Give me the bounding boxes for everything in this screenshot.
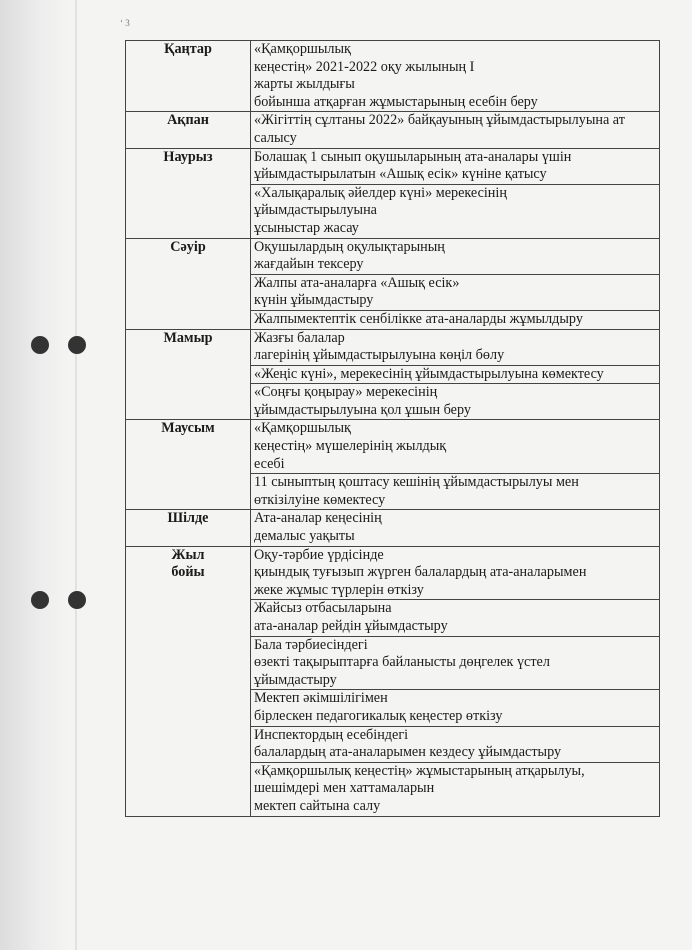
- month-cell: Шілде: [126, 510, 251, 546]
- month-cell: Сәуір: [126, 238, 251, 329]
- activity-cell: «Жігіттің сұлтаны 2022» байқауының ұйымдастырылуына ат салысу: [251, 112, 660, 148]
- month-cell: Қаңтар: [126, 41, 251, 112]
- activity-cell: «Қамқоршылық кеңестің» мүшелерінің жылдық есебі: [251, 420, 660, 474]
- activity-cell: «Қамқоршылық кеңестің» жұмыстарының атқарылуы, шешімдері мен хаттамаларын мектеп сайтына салу: [251, 762, 660, 816]
- activity-cell: Жайсыз отбасыларына ата-аналар рейдін ұйымдастыру: [251, 600, 660, 636]
- activity-cell: Оқу-тәрбие үрдісінде қиындық туғызып жүрген балалардың ата-аналарымен жеке жұмыс түрлерін өткізу: [251, 546, 660, 600]
- punch-hole-icon: [68, 591, 86, 609]
- punch-hole-icon: [68, 336, 86, 354]
- table-row: [126, 546, 660, 600]
- activity-cell: 11 сыныптың қоштасу кешінің ұйымдастырылуы мен өткізілуіне көмектесу: [251, 474, 660, 510]
- activity-cell: «Халықаралық әйелдер күні» мерекесінің ұйымдастырылуына ұсыныстар жасау: [251, 184, 660, 238]
- activity-cell: «Жеңіс күні», мерекесінің ұйымдастырылуына көмектесу: [251, 365, 660, 384]
- activity-cell: Жалпы ата-аналарға «Ашық есік» күнін ұйымдастыру: [251, 274, 660, 310]
- corner-mark: ʻ 3: [120, 18, 130, 28]
- activity-cell: «Соңғы қоңырау» мерекесінің ұйымдастырылуына қол ұшын беру: [251, 384, 660, 420]
- activity-cell: «Қамқоршылық кеңестің» 2021-2022 оқу жылының I жарты жылдығы бойынша атқарған жұмыстарының есебін беру: [251, 41, 660, 112]
- activity-cell: Ата-аналар кеңесінің демалыс уақыты: [251, 510, 660, 546]
- page-edge-shadow: [0, 0, 70, 950]
- punch-hole-icon: [31, 336, 49, 354]
- table-row: [126, 420, 660, 474]
- plan-table: [125, 40, 660, 817]
- page-fold-line: [75, 0, 77, 950]
- table-row: [126, 148, 660, 184]
- activity-cell: Жалпымектептік сенбілікке ата-аналарды жұмылдыру: [251, 310, 660, 329]
- activity-cell: Жазғы балалар лагерінің ұйымдастырылуына көңіл бөлу: [251, 329, 660, 365]
- table-row: [126, 238, 660, 274]
- activity-cell: Оқушылардың оқулықтарының жағдайын тексеру: [251, 238, 660, 274]
- activity-cell: Мектеп әкімшілігімен бірлескен педагогикалық кеңестер өткізу: [251, 690, 660, 726]
- activity-cell: Инспектордың есебіндегі балалардың ата-аналарымен кездесу ұйымдастыру: [251, 726, 660, 762]
- table-row: [126, 112, 660, 148]
- table-row: [126, 41, 660, 112]
- month-cell: Мамыр: [126, 329, 251, 420]
- table-row: [126, 510, 660, 546]
- table-row: [126, 329, 660, 365]
- month-cell: Жыл бойы: [126, 546, 251, 816]
- plan-table-body: [126, 41, 660, 817]
- month-cell: Маусым: [126, 420, 251, 510]
- punch-hole-icon: [31, 591, 49, 609]
- activity-cell: Болашақ 1 сынып оқушыларының ата-аналары үшін ұйымдастырылатын «Ашық есік» күніне қатысу: [251, 148, 660, 184]
- month-cell: Ақпан: [126, 112, 251, 148]
- activity-cell: Бала тәрбиесіндегі өзекті тақырыптарға байланысты дөңгелек үстел ұйымдастыру: [251, 636, 660, 690]
- month-cell: Наурыз: [126, 148, 251, 238]
